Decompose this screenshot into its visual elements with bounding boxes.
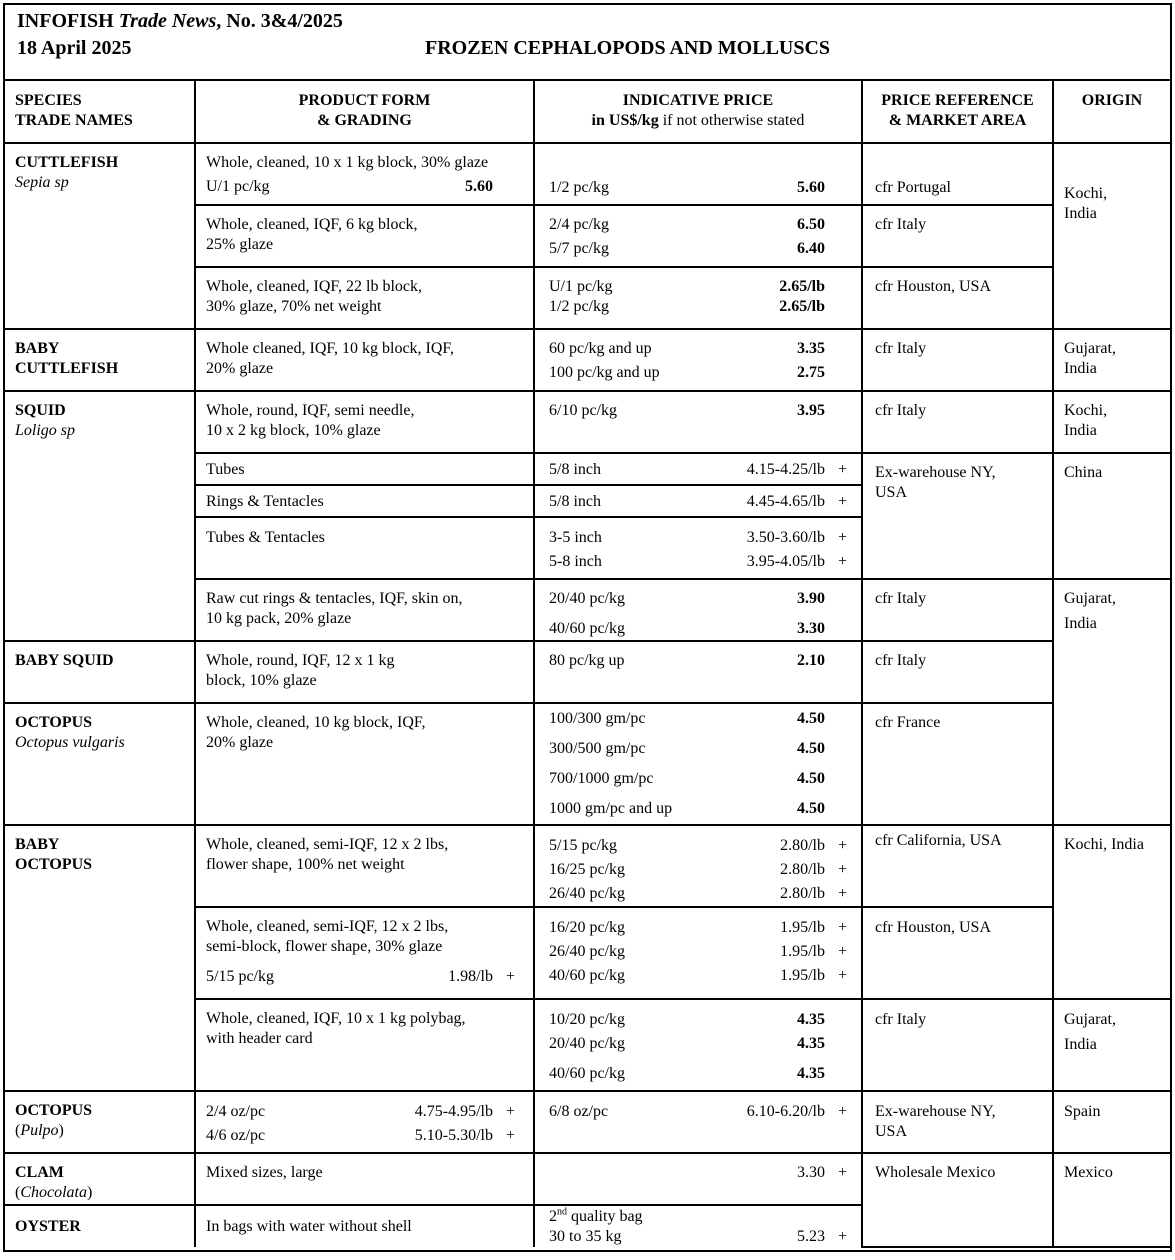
plus-mark: + [837, 919, 847, 936]
price-value: 2.10 [797, 652, 825, 669]
product-form [195, 999, 534, 1091]
col-product-l1: PRODUCT FORM [298, 92, 431, 109]
price-value: 4.75-4.95/lb [414, 1103, 493, 1120]
species-baby-octopus [5, 825, 195, 1091]
market-ref: cfr Italy [862, 205, 1053, 267]
price-value: 4.50 [797, 770, 825, 787]
product-form [195, 579, 534, 641]
product-form [195, 641, 534, 703]
product-form [195, 205, 534, 267]
species-latin: Octopus vulgaris [15, 734, 125, 751]
form-text: Whole, round, IQF, 12 x 1 kg [206, 652, 395, 669]
form-text: Raw cut rings & tentacles, IQF, skin on, [206, 590, 463, 607]
origin-cell [1053, 329, 1170, 391]
plus-mark: + [837, 943, 847, 960]
price-value: 3.95-4.05/lb [746, 553, 825, 570]
price-cell [534, 703, 862, 825]
grade: 10/20 pc/kg [549, 1011, 625, 1028]
product-form [195, 703, 534, 825]
grade: 16/20 pc/kg [549, 919, 625, 936]
paren-open: ( [15, 1184, 21, 1201]
origin-cell [1053, 391, 1170, 453]
origin-l2: India [1064, 360, 1097, 377]
grade: 3-5 inch [549, 529, 602, 546]
plus-mark: + [837, 493, 847, 510]
price-cell [534, 205, 862, 267]
origin-l1: Gujarat, [1064, 340, 1116, 357]
product-form: Tubes & Tentacles [195, 517, 534, 579]
price-value: 1.95/lb [780, 967, 825, 984]
product-form [195, 391, 534, 453]
col-reference [862, 81, 1053, 143]
grade: 2/4 oz/pc [206, 1103, 266, 1120]
form-text-2: 30% glaze, 70% net weight [206, 298, 382, 315]
origin-l1: Kochi, [1064, 402, 1108, 419]
form-text: Whole, cleaned, IQF, 10 x 1 kg polybag, [206, 1010, 466, 1027]
col-product [195, 81, 534, 143]
plus-mark: + [837, 461, 847, 478]
grade: 40/60 pc/kg [549, 1065, 625, 1082]
market-ref: cfr Italy [862, 329, 1053, 391]
col-ref-l2: & MARKET AREA [888, 112, 1027, 129]
price-cell [534, 143, 862, 205]
species-name: CLAM [15, 1164, 64, 1181]
price-value: 2.80/lb [780, 885, 825, 902]
price-value: 4.35 [797, 1035, 825, 1052]
origin-l2: India [1064, 422, 1097, 439]
price-value: 2.80/lb [780, 861, 825, 878]
species-clam [5, 1153, 195, 1205]
grade: 60 pc/kg and up [549, 340, 652, 357]
form-text: Whole, cleaned, 10 x 1 kg block, 30% glaze [206, 154, 489, 171]
plus-mark: + [837, 529, 847, 546]
grade-ordinal: 2 [549, 1208, 557, 1225]
product-form: Mixed sizes, large [195, 1153, 534, 1205]
price-cell [534, 999, 862, 1091]
paren-close: ) [58, 1122, 64, 1139]
species-squid [5, 391, 195, 641]
table-row [5, 703, 1170, 825]
species-baby-cuttlefish [5, 329, 195, 391]
market-ref: cfr California, USA [862, 825, 1053, 907]
report-header [5, 5, 1170, 81]
price-value: 5.10-5.30/lb [414, 1127, 493, 1144]
price-report-page [3, 3, 1172, 1252]
grade: 26/40 pc/kg [549, 885, 625, 902]
species-latin: Pulpo [20, 1122, 59, 1139]
price-value: 4.35 [797, 1011, 825, 1028]
price-value: 4.50 [797, 710, 825, 727]
grade: 5/15 pc/kg [206, 968, 274, 985]
grade: 40/60 pc/kg [549, 620, 625, 637]
market-ref: cfr France [862, 703, 1053, 825]
price-value: 4.50 [797, 800, 825, 817]
market-ref: cfr Italy [862, 391, 1053, 453]
grade: quality bag [567, 1208, 643, 1225]
plus-mark: + [837, 837, 847, 854]
publication-name: INFOFISH [17, 10, 119, 32]
form-text: Whole, cleaned, IQF, 22 lb block, [206, 278, 422, 295]
price-cell [534, 485, 862, 517]
product-form [195, 907, 534, 999]
market-ref: cfr Italy [862, 999, 1053, 1091]
grade: 300/500 gm/pc [549, 740, 646, 757]
species-name: OYSTER [15, 1218, 81, 1235]
price-value: 3.35 [797, 340, 825, 357]
plus-mark: + [837, 861, 847, 878]
price-value: 4.35 [797, 1065, 825, 1082]
plus-mark: + [837, 553, 847, 570]
form-text-2: 25% glaze [206, 236, 274, 253]
market-ref [862, 453, 1053, 579]
price-value: 4.15-4.25/lb [746, 461, 825, 478]
price-value: 6.50 [797, 216, 825, 233]
table-row [5, 1153, 1170, 1205]
grade: 700/1000 gm/pc [549, 770, 654, 787]
origin-l1: Gujarat, [1064, 590, 1116, 607]
table-row [5, 641, 1170, 703]
price-value: 3.50-3.60/lb [746, 529, 825, 546]
form-text: Whole, cleaned, semi-IQF, 12 x 2 lbs, [206, 918, 449, 935]
species-latin: Loligo sp [15, 422, 76, 439]
form-text: Whole, round, IQF, semi needle, [206, 402, 415, 419]
market-ref: Wholesale Mexico [862, 1153, 1053, 1247]
form-text: Whole cleaned, IQF, 10 kg block, IQF, [206, 340, 455, 357]
price-cell [534, 267, 862, 329]
grade-superscript: nd [557, 1206, 567, 1218]
price-value: 6.10-6.20/lb [746, 1103, 825, 1120]
price-cell [534, 453, 862, 485]
grade: 6/10 pc/kg [549, 402, 617, 419]
price-cell [534, 329, 862, 391]
form-text-2: 20% glaze [206, 360, 274, 377]
species-name: CUTTLEFISH [15, 154, 119, 171]
grade: 5/7 pc/kg [549, 240, 609, 257]
report-date: 18 April 2025 [17, 37, 132, 59]
form-text-2: block, 10% glaze [206, 672, 317, 689]
species-name: OCTOPUS [15, 1102, 93, 1119]
ref-l1: Ex-warehouse NY, [875, 464, 996, 481]
table-row [5, 329, 1170, 391]
grade: 6/8 oz/pc [549, 1103, 609, 1120]
price-value: 4.45-4.65/lb [746, 493, 825, 510]
grade: 26/40 pc/kg [549, 943, 625, 960]
market-ref [862, 1091, 1053, 1153]
price-value: 5.60 [797, 179, 825, 196]
form-text-2: 10 x 2 kg block, 10% glaze [206, 422, 381, 439]
col-product-l2: & GRADING [317, 112, 412, 129]
col-origin [1053, 81, 1170, 143]
form-text: Whole, cleaned, IQF, 6 kg block, [206, 216, 418, 233]
product-form [195, 329, 534, 391]
price-value: 3.90 [797, 590, 825, 607]
market-ref: cfr Portugal [862, 143, 1053, 205]
price-cell [534, 1153, 862, 1205]
origin-l1: Gujarat, [1064, 1011, 1116, 1028]
price-value: 1.95/lb [780, 919, 825, 936]
form-text-2: 20% glaze [206, 734, 274, 751]
species-latin: Chocolata [20, 1184, 87, 1201]
species-latin: Sepia sp [15, 174, 69, 191]
grade: 16/25 pc/kg [549, 861, 625, 878]
price-cell [534, 579, 862, 641]
origin-cell [1053, 579, 1170, 825]
price-value: 2.75 [797, 364, 825, 381]
product-form [195, 825, 534, 907]
grade: 2/4 pc/kg [549, 216, 609, 233]
publication-title [17, 10, 343, 33]
product-form: In bags with water without shell [195, 1205, 534, 1247]
origin-l2: India [1064, 1036, 1097, 1053]
form-text: Whole, cleaned, semi-IQF, 12 x 2 lbs, [206, 836, 449, 853]
col-price-note: if not otherwise stated [658, 112, 805, 129]
grade: 5-8 inch [549, 553, 602, 570]
species-name: BABY SQUID [15, 652, 114, 669]
price-value: 5.60 [465, 178, 493, 195]
grade: 40/60 pc/kg [549, 967, 625, 984]
col-species-l2: TRADE NAMES [15, 112, 133, 129]
price-value: 2.65/lb [779, 298, 825, 315]
price-value: 3.30 [797, 1164, 825, 1181]
grade: 100 pc/kg and up [549, 364, 660, 381]
grade: 1/2 pc/kg [549, 298, 609, 315]
publication-italic: Trade News [118, 10, 217, 32]
table-row [5, 391, 1170, 453]
form-text-2: with header card [206, 1030, 313, 1047]
grade: 1000 gm/pc and up [549, 800, 673, 817]
species-cuttlefish [5, 143, 195, 329]
species-name-2: CUTTLEFISH [15, 360, 119, 377]
origin-cell: Spain [1053, 1091, 1170, 1153]
origin-l1: Kochi, [1064, 185, 1108, 202]
price-cell [534, 517, 862, 579]
form-text: Whole, cleaned, 10 kg block, IQF, [206, 714, 426, 731]
col-price [534, 81, 862, 143]
paren-close: ) [87, 1184, 93, 1201]
species-octopus-pulpo [5, 1091, 195, 1153]
price-table [5, 81, 1170, 1248]
species-octopus [5, 703, 195, 825]
species-oyster [5, 1205, 195, 1247]
price-cell [534, 391, 862, 453]
grade: 20/40 pc/kg [549, 590, 625, 607]
table-row [5, 1091, 1170, 1153]
price-value: 3.95 [797, 402, 825, 419]
grade: 4/6 oz/pc [206, 1127, 266, 1144]
report-title: FROZEN CEPHALOPODS AND MOLLUSCS [425, 37, 831, 59]
grade: 1/2 pc/kg [549, 179, 609, 196]
price-value: 2.80/lb [780, 837, 825, 854]
table-row [5, 143, 1170, 205]
col-price-unit: in US$/kg [591, 112, 659, 129]
price-cell [534, 641, 862, 703]
species-name: SQUID [15, 402, 66, 419]
plus-mark: + [837, 1103, 847, 1120]
col-price-title: INDICATIVE PRICE [622, 92, 774, 109]
form-text-2: flower shape, 100% net weight [206, 856, 405, 873]
grade: 5/8 inch [549, 493, 601, 510]
product-form: Tubes [195, 453, 534, 485]
plus-mark: + [837, 1164, 847, 1181]
origin-cell: China [1053, 453, 1170, 579]
price-value: 5.23 [797, 1228, 825, 1245]
column-header-row [5, 81, 1170, 143]
price-cell [534, 1205, 862, 1247]
origin-cell [1053, 999, 1170, 1091]
paren-open: ( [15, 1122, 21, 1139]
col-species-l1: SPECIES [15, 92, 82, 109]
price-value: 1.98/lb [448, 968, 493, 985]
origin-l2: India [1064, 205, 1097, 222]
price-cell [534, 825, 862, 907]
grade-2: 30 to 35 kg [549, 1228, 622, 1245]
grade: 5/8 inch [549, 461, 601, 478]
market-ref: cfr Italy [862, 579, 1053, 641]
grade: 5/15 pc/kg [549, 837, 617, 854]
price-value: 6.40 [797, 240, 825, 257]
price-cell [534, 907, 862, 999]
product-form [195, 143, 534, 205]
product-form [195, 1091, 534, 1153]
plus-mark: + [837, 1228, 847, 1245]
plus-mark: + [505, 1127, 515, 1144]
species-baby-squid [5, 641, 195, 703]
table-row [5, 825, 1170, 907]
grade: U/1 pc/kg [549, 278, 613, 295]
species-name: OCTOPUS [15, 714, 93, 731]
plus-mark: + [505, 1103, 515, 1120]
plus-mark: + [837, 885, 847, 902]
price-value: 1.95/lb [780, 943, 825, 960]
ref-l1: Ex-warehouse NY, [875, 1103, 996, 1120]
form-text-2: 10 kg pack, 20% glaze [206, 610, 352, 627]
market-ref: cfr Houston, USA [862, 907, 1053, 999]
price-cell [534, 1091, 862, 1153]
market-ref: cfr Houston, USA [862, 267, 1053, 329]
species-name-2: OCTOPUS [15, 856, 93, 873]
grade: 80 pc/kg up [549, 652, 625, 669]
product-form: Rings & Tentacles [195, 485, 534, 517]
origin-l2: India [1064, 615, 1097, 632]
origin-cell [1053, 143, 1170, 329]
col-origin-label: ORIGIN [1081, 92, 1143, 109]
product-form [195, 267, 534, 329]
origin-cell: Mexico [1053, 1153, 1170, 1247]
col-species [5, 81, 195, 143]
species-name: BABY [15, 836, 60, 853]
grade: 20/40 pc/kg [549, 1035, 625, 1052]
species-name: BABY [15, 340, 60, 357]
col-ref-l1: PRICE REFERENCE [881, 92, 1034, 109]
ref-l2: USA [875, 484, 908, 501]
plus-mark: + [505, 968, 515, 985]
plus-mark: + [837, 967, 847, 984]
origin-cell: Kochi, India [1053, 825, 1170, 999]
grade: 100/300 gm/pc [549, 710, 646, 727]
grade: U/1 pc/kg [206, 178, 270, 195]
price-value: 4.50 [797, 740, 825, 757]
market-ref: cfr Italy [862, 641, 1053, 703]
form-text-2: semi-block, flower shape, 30% glaze [206, 938, 443, 955]
price-value: 3.30 [797, 620, 825, 637]
price-value: 2.65/lb [779, 278, 825, 295]
ref-l2: USA [875, 1123, 908, 1140]
issue-number: , No. 3&4/2025 [216, 10, 343, 32]
